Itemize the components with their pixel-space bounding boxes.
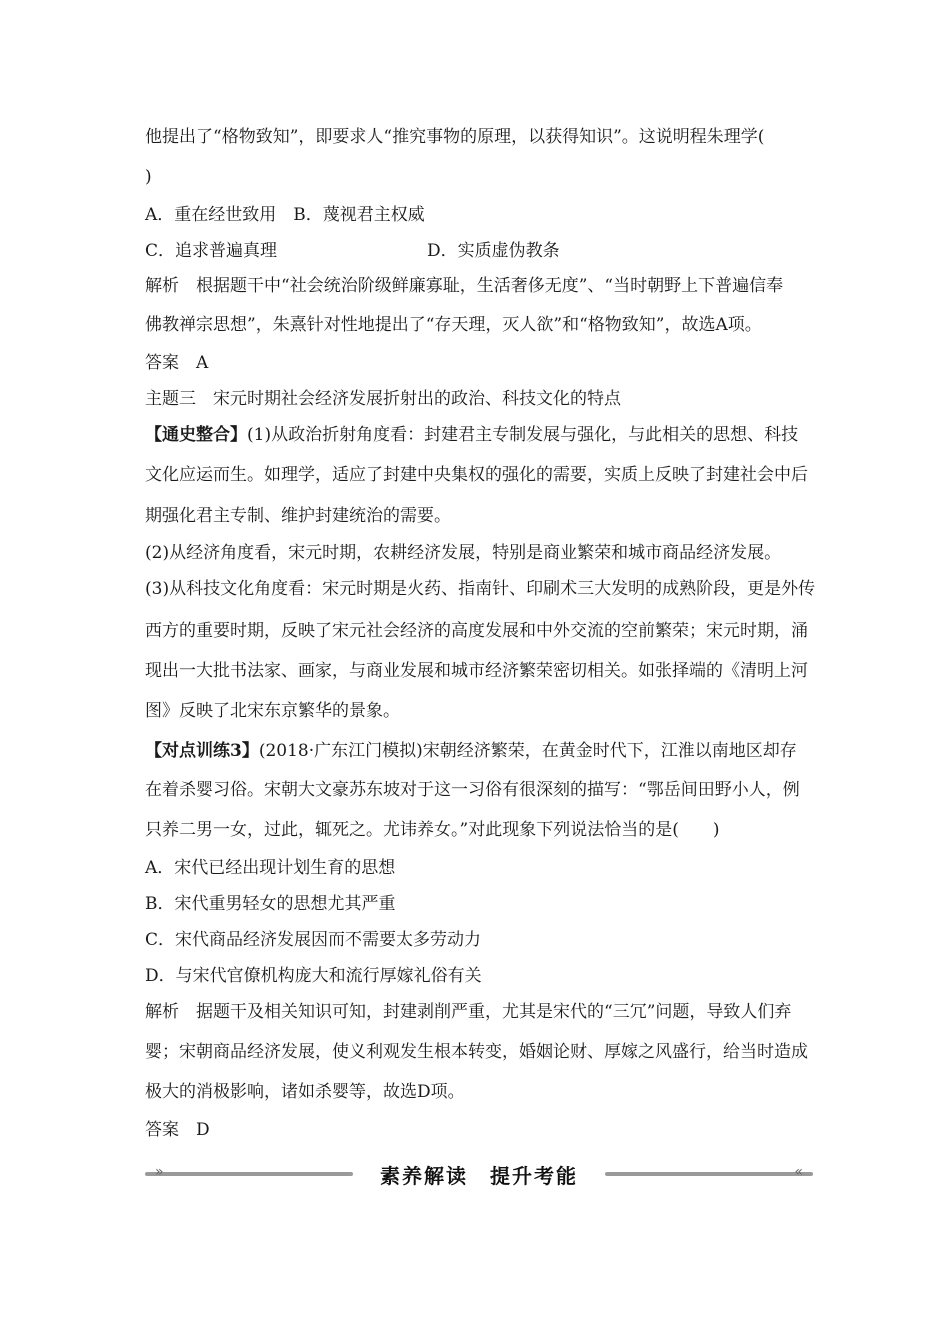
practice-analysis-line-2: 婴；宋朝商品经济发展，使义利观发生根本转变，婚姻论财、厚嫁之风盛行，给当时造成 [145,1042,808,1062]
integration-tag: 【通史整合】 [145,425,247,445]
practice-line-2: 在着杀婴习俗。宋朝大文豪苏东坡对于这一习俗有很深刻的描写：“鄂岳间田野小人，例 [145,780,800,800]
integration-line-2: 文化应运而生。如理学，适应了封建中央集权的强化的需要，实质上反映了封建社会中后 [145,465,808,485]
answer-2: 答案 D [145,1120,210,1140]
section-banner [145,1154,813,1194]
answer-1: 答案 A [145,353,209,373]
practice-tag: 【对点训练3】 [145,741,259,761]
options-a-b: A．重在经世致用 B．蔑视君主权威 [145,205,425,225]
analysis-line-2: 佛教禅宗思想”，朱熹针对性地提出了“存天理，灭人欲”和“格物致知”，故选A项。 [145,315,762,335]
practice-option-c: C．宋代商品经济发展因而不需要太多劳动力 [145,930,482,950]
topic-heading: 主题三 宋元时期社会经济发展折射出的政治、科技文化的特点 [145,389,621,409]
practice-analysis-line-1: 解析 据题干及相关知识可知，封建剥削严重，尤其是宋代的“三冗”问题，导致人们弃 [145,1002,792,1022]
practice-analysis-line-3: 极大的消极影响，诸如杀婴等，故选D项。 [145,1082,465,1102]
option-d: D．实质虚伪教条 [427,241,560,261]
banner-right-rule [605,1172,813,1176]
practice-option-b: B．宋代重男轻女的思想尤其严重 [145,894,396,914]
double-chevron-right-icon: » [155,1164,164,1180]
practice-option-a: A．宋代已经出现计划生育的思想 [145,858,396,878]
practice-line-3: 只养二男一女，过此，辄死之。尤讳养女。”对此现象下列说法恰当的是( ) [145,820,720,840]
integration-line-1 [145,424,798,446]
practice-text: (2018·广东江门模拟)宋朝经济繁荣，在黄金时代下，江淮以南地区却存 [258,741,797,761]
culture-line-4: 图》反映了北宋东京繁华的景象。 [145,701,400,721]
double-chevron-left-icon: « [794,1164,803,1180]
culture-line-3: 现出一大批书法家、画家，与商业发展和城市经济繁荣密切相关。如张择端的《清明上河 [145,661,808,681]
integration-text: (1)从政治折射角度看：封建君主专制发展与强化，与此相关的思想、科技 [247,425,799,445]
analysis-line-1: 解析 根据题干中“社会统治阶级鲜廉寡耻，生活奢侈无度”、“当时朝野上下普遍信奉 [145,276,784,296]
economy-point: (2)从经济角度看，宋元时期，农耕经济发展，特别是商业繁荣和城市商品经济发展。 [145,543,782,563]
question-stem-line-1: 他提出了“格物致知”，即要求人“推究事物的原理，以获得知识”。这说明程朱理学( [145,127,765,147]
integration-line-3: 期强化君主专制、维护封建统治的需要。 [145,506,451,526]
culture-line-2: 西方的重要时期，反映了宋元社会经济的高度发展和中外交流的空前繁荣；宋元时期，涌 [145,621,808,641]
culture-line-1: (3)从科技文化角度看：宋元时期是火药、指南针、印刷术三大发明的成熟阶段，更是外传 [145,579,816,599]
practice-line-1 [145,740,797,762]
practice-option-d: D．与宋代官僚机构庞大和流行厚嫁礼俗有关 [145,966,482,986]
option-c: C．追求普遍真理 [145,241,278,261]
banner-title: 素养解读 提升考能 [380,1164,578,1188]
question-stem-line-2: ) [145,167,152,187]
